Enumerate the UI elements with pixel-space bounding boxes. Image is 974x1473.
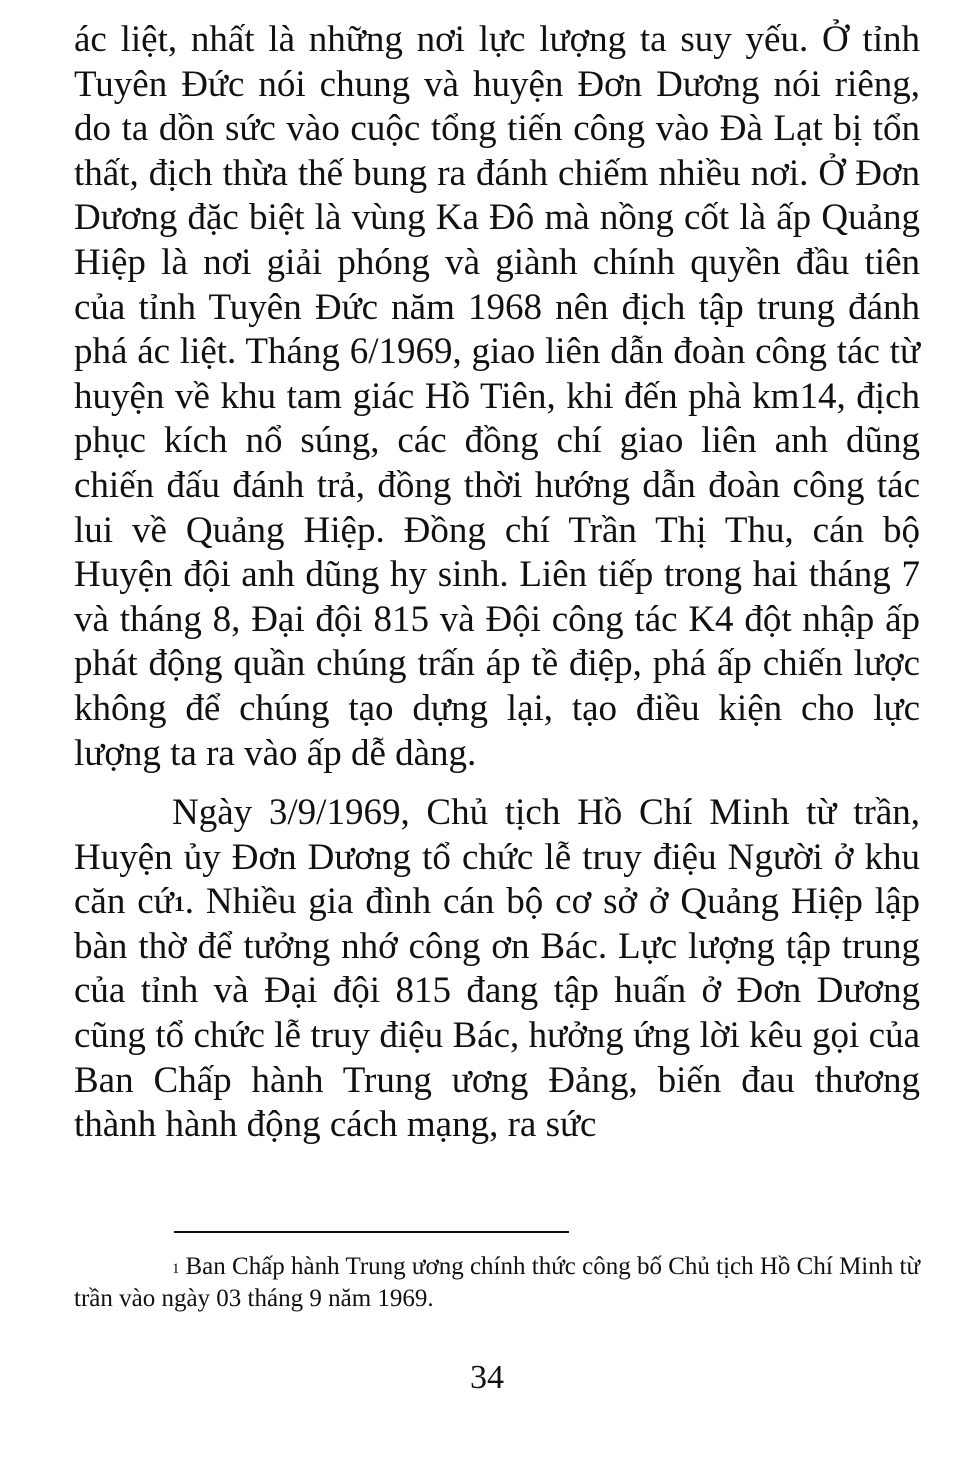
body-text [74, 18, 920, 1148]
page-number: 34 [470, 1359, 504, 1396]
footnote-reference: 1 [173, 891, 185, 917]
footnote-marker: 1 [172, 1261, 180, 1277]
paragraph-1: ác liệt, nhất là những nơi lực lượng ta suy yếu. Ở tỉnh Tuyên Đức nói chung và huyện Đơn Dương nói riêng, do ta dồn sức vào cuộc tổng tiến công vào Đà Lạt bị tổn thất, địch thừa thế bung ra đánh chiếm nhiều nơi. Ở Đơn Dương đặc biệt là vùng Ka Đô mà nồng cốt là ấp Quảng Hiệp là nơi giải phóng và giành chính quyền đầu tiên của tỉnh Tuyên Đức năm 1968 nên địch tập trung đánh phá ác liệt. Tháng 6/1969, giao liên dẫn đoàn công tác từ huyện về khu tam giác Hồ Tiên, khi đến phà km14, địch phục kích nổ súng, các đồng chí giao liên anh dũng chiến đấu đánh trả, đồng thời hướng dẫn đoàn công tác lui về Quảng Hiệp. Đồng chí Trần Thị Thu, cán bộ Huyện đội anh dũng hy sinh. Liên tiếp trong hai tháng 7 và tháng 8, Đại đội 815 và Đội công tác K4 đột nhập ấp phát động quần chúng trấn áp tề điệp, phá ấp chiến lược không để chúng tạo dựng lại, tạo điều kiện cho lực lượng ta ra vào ấp dễ dàng. [74, 19, 920, 774]
footnote-divider [174, 1231, 569, 1233]
paragraph-2-text-after-ref: . Nhiều gia đình cán bộ cơ sở ở Quảng Hiệp lập bàn thờ để tưởng nhớ công ơn Bác. Lực lượng tập trung của tỉnh và Đại đội 815 đang tập huấn ở Đơn Dương cũng tổ chức lễ truy điệu Bác, hưởng ứng lời kêu gọi của Ban Chấp hành Trung ương Đảng, biến đau thương thành hành động cách mạng, ra sức [74, 881, 920, 1146]
paragraph-2 [74, 791, 920, 1148]
footnote [74, 1251, 920, 1315]
footnote-text: Ban Chấp hành Trung ương chính thức công bố Chủ tịch Hồ Chí Minh từ trần vào ngày 03 tháng 9 năm 1969. [74, 1253, 920, 1312]
paragraph-2-text-before-ref: Ngày 3/9/1969, Chủ tịch Hồ Chí Minh từ trần, Huyện ủy Đơn Dương tổ chức lễ truy điệu Người ở khu căn cứ [74, 792, 920, 923]
